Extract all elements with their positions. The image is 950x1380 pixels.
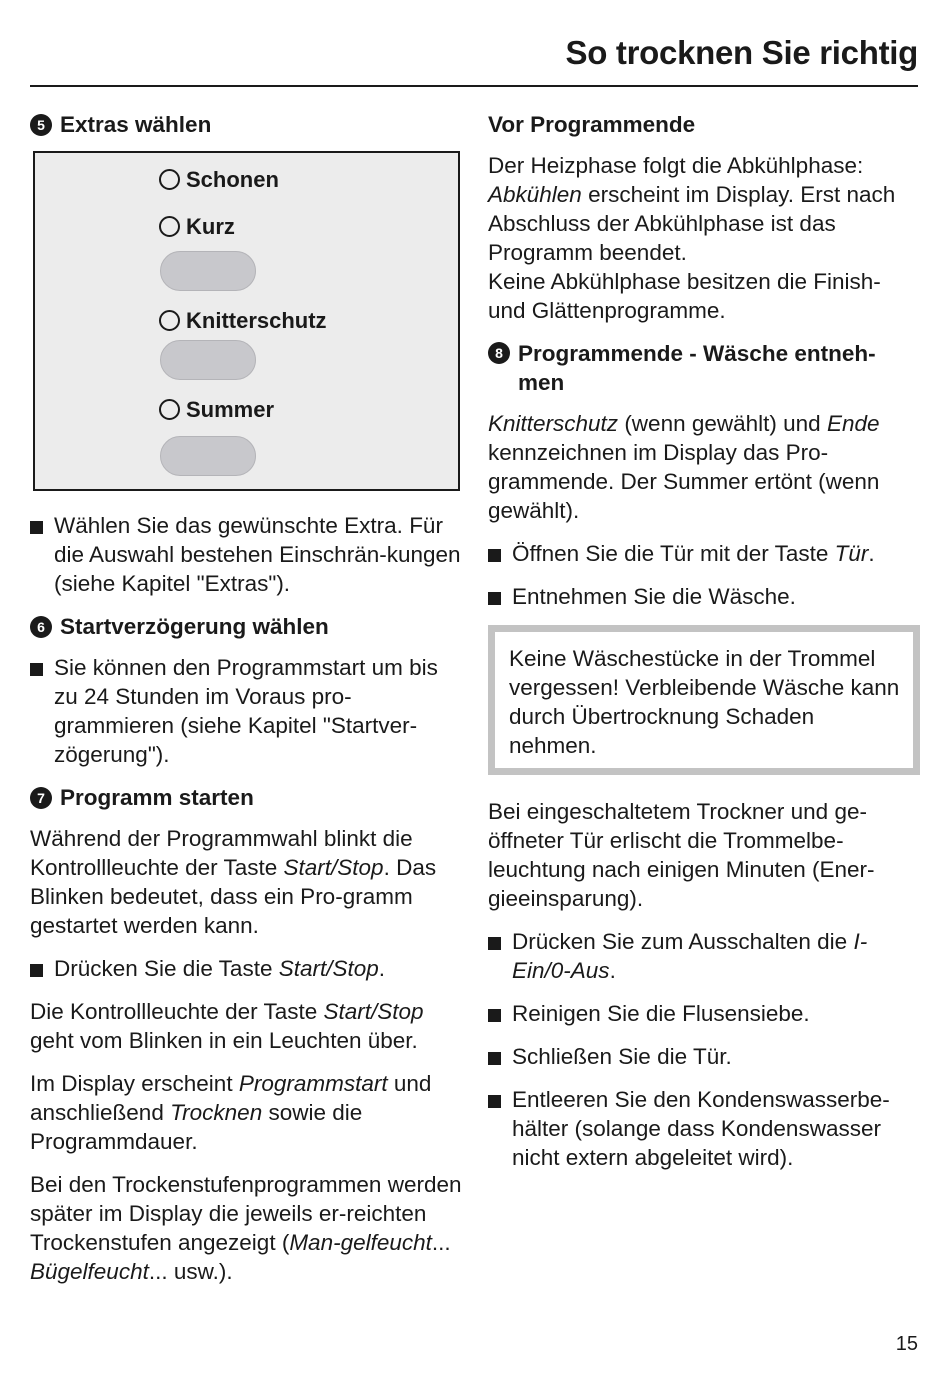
list-item: Schließen Sie die Tür. — [488, 1042, 920, 1071]
section-title: Programmende - Wäsche entneh-men — [518, 341, 876, 395]
summer-button[interactable] — [160, 436, 256, 476]
bullet-square-icon — [488, 549, 501, 562]
indicator-light-icon — [159, 399, 180, 420]
list-item: Sie können den Programmstart um bis zu 24 Stunden im Voraus pro-grammieren (siehe Kapitel "Startver-zögerung"). — [30, 653, 465, 769]
page-number: 15 — [895, 1333, 918, 1355]
paragraph: Im Display erscheint Programmstart und anschließend Trocknen sowie die Programmdauer. — [30, 1071, 432, 1154]
indicator-light-icon — [159, 216, 180, 237]
paragraph: Knitterschutz (wenn gewählt) und Ende kennzeichnen im Display das Pro-grammende. Der Summer ertönt (wenn gewählt). — [488, 411, 880, 523]
right-column — [488, 110, 920, 1186]
bullet-square-icon — [30, 964, 43, 977]
section-title: Startverzögerung wählen — [60, 614, 329, 639]
section-heading-programm-starten — [30, 783, 465, 812]
section-heading-programmende — [488, 339, 920, 397]
option-label: Summer — [186, 397, 275, 422]
indicator-light-icon — [159, 310, 180, 331]
bullet-square-icon — [30, 663, 43, 676]
bullet-square-icon — [488, 1052, 501, 1065]
section-heading-extras — [30, 110, 465, 139]
kurz-button[interactable] — [160, 251, 256, 291]
option-label: Schonen — [186, 167, 279, 192]
paragraph: Bei den Trockenstufenprogrammen werden später im Display die jeweils er-reichten Trockenstufen angezeigt (Man-gelfeucht... Bügelfeucht... usw.). — [30, 1172, 462, 1284]
step-number-badge: 6 — [30, 616, 52, 638]
option-kurz — [159, 212, 235, 241]
header-divider — [30, 85, 918, 87]
section-heading-vor-programmende: Vor Programmende — [488, 112, 696, 137]
extras-control-panel — [33, 151, 460, 491]
section-title: Programm starten — [60, 785, 254, 810]
paragraph: Die Kontrollleuchte der Taste Start/Stop geht vom Blinken in ein Leuchten über. — [30, 999, 424, 1053]
warning-note-box — [488, 625, 920, 775]
paragraph: Keine Abkühlphase besitzen die Finish- und Glättenprogramme. — [488, 269, 881, 323]
option-summer — [159, 395, 274, 424]
list-item: Entleeren Sie den Kondenswasserbe-hälter (solange dass Kondenswasser nicht extern abgeleitet wird). — [488, 1085, 920, 1172]
list-item: Drücken Sie die Taste Start/Stop. — [30, 954, 465, 983]
knitterschutz-button[interactable] — [160, 340, 256, 380]
step-number-badge: 8 — [488, 342, 510, 364]
bullet-square-icon — [488, 1095, 501, 1108]
list-item: Öffnen Sie die Tür mit der Taste Tür. — [488, 539, 920, 568]
note-text: Keine Wäschestücke in der Trommel vergessen! Verbleibende Wäsche kann durch Übertrocknung Schaden nehmen. — [509, 646, 900, 758]
page-title: So trocknen Sie richtig — [565, 34, 918, 71]
list-item: Wählen Sie das gewünschte Extra. Für die Auswahl bestehen Einschrän-kungen (siehe Kapitel "Extras"). — [30, 511, 465, 598]
bullet-square-icon — [488, 1009, 501, 1022]
bullet-square-icon — [488, 937, 501, 950]
option-label: Kurz — [186, 214, 235, 239]
bullet-square-icon — [488, 592, 501, 605]
option-knitterschutz — [159, 306, 327, 335]
option-schonen — [159, 165, 279, 194]
list-item: Entnehmen Sie die Wäsche. — [488, 582, 920, 611]
paragraph: Bei eingeschaltetem Trockner und ge-öffneter Tür erlischt die Trommelbe-leuchtung nach einigen Minuten (Ener-gieeinsparung). — [488, 799, 875, 911]
bullet-square-icon — [30, 521, 43, 534]
list-item: Drücken Sie zum Ausschalten die I-Ein/0-Aus. — [488, 927, 920, 985]
paragraph: Während der Programmwahl blinkt die Kontrollleuchte der Taste Start/Stop. Das Blinken bedeutet, dass ein Pro-gramm gestartet werden kann. — [30, 826, 437, 938]
list-item: Reinigen Sie die Flusensiebe. — [488, 999, 920, 1028]
section-title: Extras wählen — [60, 112, 212, 137]
step-number-badge: 5 — [30, 114, 52, 136]
paragraph: Der Heizphase folgt die Abkühlphase: Abkühlen erscheint im Display. Erst nach Abschluss der Abkühlphase ist das Programm beendet. — [488, 153, 896, 265]
indicator-light-icon — [159, 169, 180, 190]
section-heading-startverzoegerung — [30, 612, 465, 641]
left-column — [30, 110, 465, 1300]
step-number-badge: 7 — [30, 787, 52, 809]
option-label: Knitterschutz — [186, 308, 327, 333]
